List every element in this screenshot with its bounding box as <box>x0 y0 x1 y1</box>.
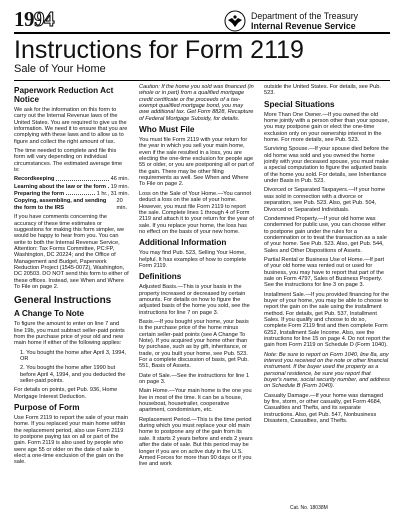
heading-additional-information: Additional Information <box>139 238 227 248</box>
heading-general-instructions: General Instructions <box>14 295 112 307</box>
time-row-copying: Copying, assembling, and sending the form to the IRS 20 min. <box>14 198 128 211</box>
heading-change-to-note: A Change To Note <box>14 309 85 319</box>
eagle-icon <box>224 10 246 32</box>
paragraph: Condemned Property.—If your old home was condemned for public use, you can choose either to postpone gain under the rules for a condemnation or to treat the transaction as a sale of your home. See Pub. 523. Also, get Pub. 544, Sales and Other Dispositions of Assets. <box>264 215 387 254</box>
paragraph: Basis.—If you bought your home, your basis is the purchase price of the home minus certain seller-paid points (see A Change To Note). If you acquired your home other than by purchase, such as by gift, inheritance, or trade, or you built your home, see Pub. 523. For a complete discussion of basis, get Pub. 551, Basis of Assets. <box>139 318 249 370</box>
heading-who-must-file: Who Must File <box>139 125 195 135</box>
paragraph: Partial Rental or Business Use of Home.—If part of your old home was rented out or used for business, you may have to report that part of the sale on Form 4797, Sales of Business Property. See the instructions for line 3 on page 3. <box>264 256 385 289</box>
paragraph: The time needed to complete and file this form will vary depending on individual circumstances. The estimated average time is: <box>14 148 123 174</box>
note-paragraph: Note: Be sure to report on Form 1040, line 8a, any interest you received on the note or other financial instrument. If the buyer used the property as a personal residence, be sure you report that buyer's name, social security number, and address on Schedule B (Form 1040). <box>264 351 390 390</box>
paragraph: Divorced or Separated Taxpayers.—If your home was sold in connection with a divorce or separation, see Pub. 523. Also, get Pub. 504, Divorced or Separated Individuals. <box>264 187 386 213</box>
time-row-preparing: Preparing the form 1 hr., 31 min. <box>14 191 129 198</box>
paragraph: Installment Sale.—If you provided financing for the buyer of your home, you may be able to choose to report the gain on the sale using the installment method. For details, get Pub. 537, Installment Sales. If you qualify and choose to do so, complete Form 2119 first and then complete Form 6252, Installment Sale Income. Also, see the instructions for line 15 on page 4. Do not report the gain from Form 2119 on Schedule D (Form 1040). <box>264 291 390 349</box>
paragraph: Replacement Period.—This is the time period during which you must replace your old main home to postpone any of the gain from its sale. It starts 2 years before and ends 2 years after the date of sale. But this period may be longer if you are on active duty in the U.S. Armed Forces for more than 90 days or if you live and work <box>139 416 253 468</box>
heading-definitions: Definitions <box>139 272 182 282</box>
paragraph: Main Home.—Your main home is the one you live in most of the time. It can be a house, houseboat, housetrailer, cooperative apartment, condominium, etc. <box>139 388 252 414</box>
paragraph: Casualty Damage.—If your home was damaged by fire, storm, or other casualty, get Form 4684, Casualties and Thefts, and its separate instructions. Also, get Pub. 547, Nonbusiness Disasters, Casualties, and Thefts. <box>264 392 384 425</box>
time-row-learning: Learning about the law or the form 19 min. <box>14 183 129 190</box>
heading-paperwork: Paperwork Reduction Act Notice <box>14 86 114 104</box>
paragraph: More Than One Owner.—If you owned the old home jointly with a person other than your spouse, you may postpone gain or elect the one-time exclusion only on your ownership interest in the home. For more details, see Pub. 523. <box>264 111 389 144</box>
paragraph: You must file Form 2119 with your return for the year in which you sell your main home, even if the sale resulted in a loss, you are electing the one-time exclusion for people age 55 or older, or you are postponing all or part of the gain. There may be other filing requirements as well. See When and Where To File on page 2. <box>139 137 254 188</box>
paragraph: Loss on the Sale of Your Home.—You cannot deduct a loss on the sale of your home. However, you must file Form 2119 to report the sale. Complete lines 1 through 4 of Form 2119 and attach it to your return for the year of sale. If you replace your home, the loss has no effect on the basis of your new home. <box>139 190 254 235</box>
agency-name: Internal Revenue Service <box>251 21 356 31</box>
paragraph: Adjusted Basis.—This is your basis in the property increased or decreased by certain amounts. For details on how to figure the adjusted basis of the home you sold, see the instructions for line 7 on page 3. <box>139 284 250 316</box>
list-item: 1. You bought the home after April 3, 1994, OR <box>20 349 127 362</box>
top-rule <box>14 32 390 34</box>
paragraph: If you have comments concerning the accuracy of these time estimates or suggestions for making this form simpler, we would be happy to hear from you. You can write to both the Internal Revenue Service, Attention: Tax Forms Committee, PC:FP, Washington, DC 20224; and the Office of Management and Budget, Paperwork Reduction Project (1545-0072), Washington, DC 20503. DO NOT send this form to either of these offices. Instead, see When and Where To File on page 2. <box>14 214 129 290</box>
column-left <box>14 84 129 469</box>
paragraph: To figure the amount to enter on line 7 and line 19b, you must subtract seller-paid points from the purchase price of your old and new main home if either of the following applies: <box>14 321 125 347</box>
caution-paragraph: Caution: If the home you sold was financed (in whole or in part) from a qualified mortgage credit certificate or the proceeds of a tax-exempt qualified mortgage bond, you may owe additional tax. Get Form 8828, Recapture of Federal Mortgage Subsidy, for details. <box>139 84 254 122</box>
catalog-number: Cat. No. 18038M <box>290 505 328 511</box>
paragraph: Surviving Spouse.—If your spouse died before the old home was sold and you owned the home jointly with your deceased spouse, you must make a special computation to figure the adjusted basis of the home you sold. For details, see Inheritance under Basis in Pub. 523. <box>264 146 389 185</box>
department-name: Department of the Treasury <box>251 11 359 21</box>
paragraph: For details on points, get Pub. 936, Home Mortgage Interest Deduction. <box>14 387 118 400</box>
time-row-recordkeeping: Recordkeeping 46 min. <box>14 176 129 183</box>
list-item: 2. You bought the home after 1990 but before April 4, 1994, and you deducted the seller-paid points. <box>20 365 126 385</box>
paragraph: Use Form 2119 to report the sale of your main home. If you replaced your main home within the replacement period, also use Form 2119 to postpone paying tax on all or part of the gain. Form 2119 is also used by people who were age 55 or older on the date of sale to elect a one-time exclusion of the gain on the sale. <box>14 415 128 466</box>
paragraph: Date of Sale.—See the instructions for line 1 on page 3. <box>139 372 250 386</box>
page-subtitle: Sale of Your Home <box>14 63 106 75</box>
column-middle <box>139 84 254 471</box>
paragraph: outside the United States. For details, see Pub. 523. <box>264 84 381 97</box>
subtitle-rule <box>14 80 390 81</box>
column-right <box>264 84 390 428</box>
heading-special-situations: Special Situations <box>264 99 335 109</box>
heading-purpose-of-form: Purpose of Form <box>14 403 80 413</box>
page-title: Instructions for Form 2119 <box>14 36 304 64</box>
year-prefix: 19 <box>14 7 34 31</box>
tax-year <box>14 9 54 29</box>
paragraph: You may find Pub. 523, Selling Your Home, helpful. It has examples of how to complete Form 2119. <box>139 250 247 269</box>
year-suffix: 94 <box>34 7 54 31</box>
paragraph: We ask for the information on this form to carry out the Internal Revenue laws of the United States. You are required to give us the information. We need it to ensure that you are complying with these laws and to allow us to figure and collect the right amount of tax. <box>14 107 128 145</box>
